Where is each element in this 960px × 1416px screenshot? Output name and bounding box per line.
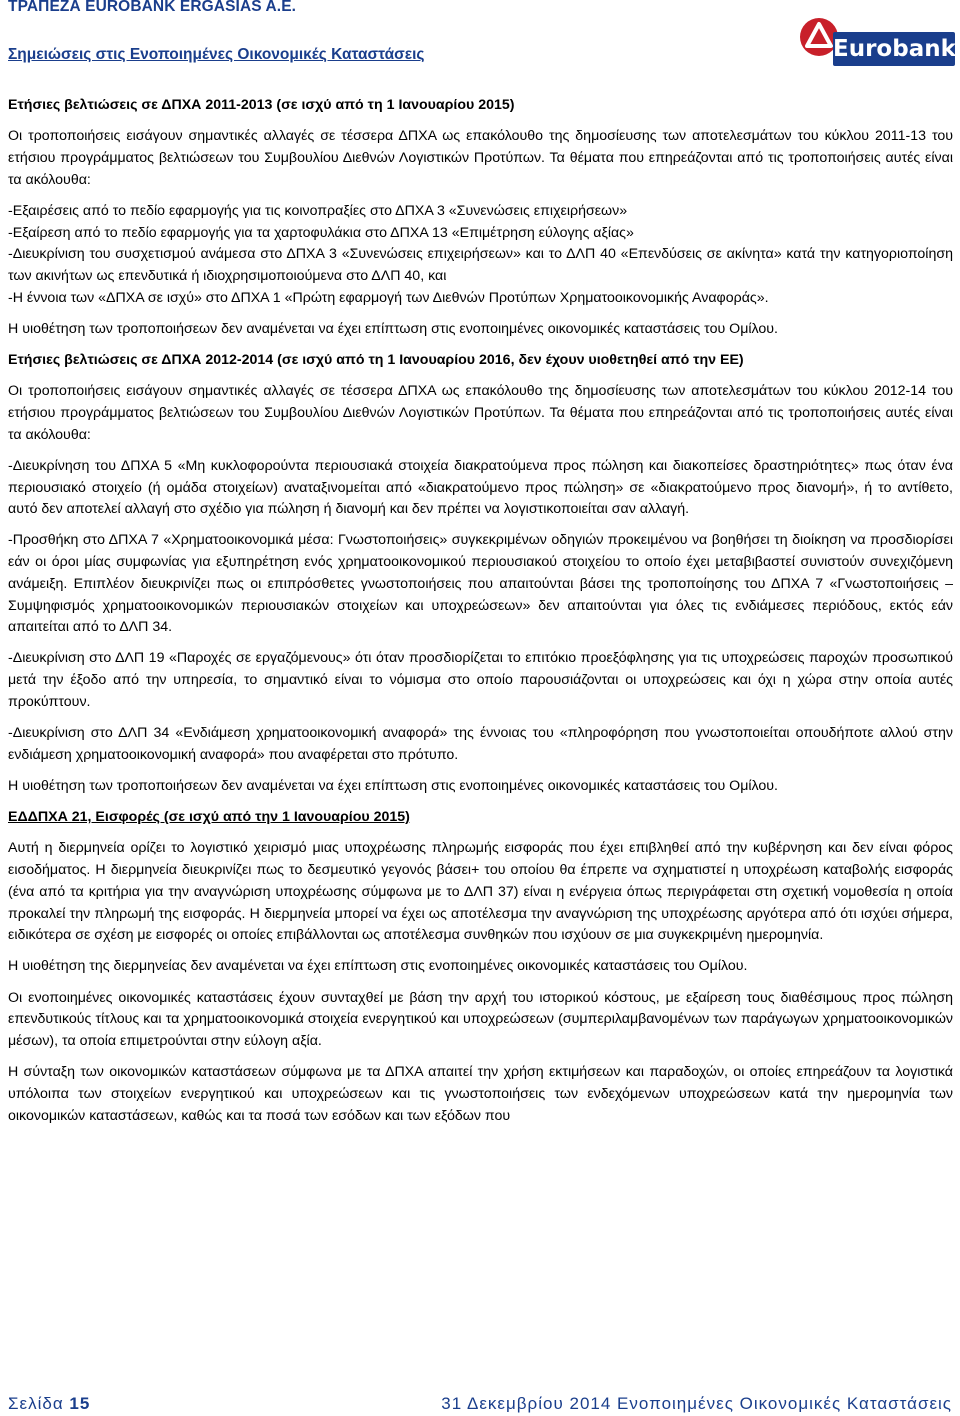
paragraph: -Προσθήκη στο ΔΠΧΑ 7 «Χρηματοοικονομικά μέσα: Γνωστοποιήσεις» συγκεκριμένων οδηγιών προκειμένου να βοηθήσει τη διοίκηση να προσδιορίσει εάν οι όροι μίας συμφωνίας για εξυπηρέτηση ενός χρηματοοικονομικού περιουσιακού στοιχείου το οποίο έχει μεταβιβαστεί συνιστούν συνεχιζόμενη ανάμειξη. Επιπλέον διευκρινίζει πως οι επιπρόσθετες γνωστοποιήσεις που απαιτούνται βάσει της τροποποίησης του ΔΠΧΑ 7 «Γνωστοποιήσεις – Συμψηφισμός χρηματοοικονομικών περιουσιακών στοιχείων και υποχρεώσεων» δεν απαιτούνται για όλες τις ενδιάμεσες περιόδους, εκτός εάν απαιτείται από το ΔΛΠ 34.	[8, 532, 953, 636]
paragraph: -Διευκρίνιση στο ΔΛΠ 19 «Παροχές σε εργαζόμενους» ότι όταν προσδιορίζεται το επιτόκιο προεξόφλησης για τις υποχρεώσεις παροχών προσωπικού μετά την έξοδο από την υπηρεσία, το σημαντικό είναι το νόμισμα στο οποίο παρουσιάζονται οι υποχρεώσεις και όχι η χώρα στην οποία αυτές προκύπτουν.	[8, 650, 953, 710]
section-heading: Ετήσιες βελτιώσεις σε ΔΠΧΑ 2011-2013 (σε ισχύ από τη 1 Ιανουαρίου 2015)	[8, 97, 515, 113]
list-item: -Εξαίρεση από το πεδίο εφαρμογής για τα χαρτοφυλάκια στο ΔΠΧΑ 13 «Επιμέτρηση εύλογης αξίας»	[8, 224, 634, 241]
page-header	[0, 0, 960, 80]
list-item: -Η έννοια των «ΔΠΧΑ σε ισχύ» στο ΔΠΧΑ 1 «Πρώτη εφαρμογή των Διεθνών Προτύπων Χρηματοοικονομικής Αναφοράς».	[8, 289, 769, 306]
list-item: -Διευκρίνιση του συσχετισμού ανάμεσα στο ΔΠΧΑ 3 «Συνενώσεις επιχειρήσεων» και το ΔΛΠ 40 «Επενδύσεις σε ακίνητα» κατά την κατηγοριοποίηση των ακινήτων ως επενδυτικά ή ιδιοχρησιμοποιούμενα στο ΔΛΠ 40, και	[8, 246, 953, 284]
section-heading: Ετήσιες βελτιώσεις σε ΔΠΧΑ 2012-2014 (σε ισχύ από τη 1 Ιανουαρίου 2016, δεν έχουν υιοθετηθεί από την ΕΕ)	[8, 352, 744, 369]
paragraph: Αυτή η διερμηνεία ορίζει το λογιστικό χειρισμό μιας υποχρέωσης πληρωμής εισφοράς που έχει επιβληθεί από την κυβέρνηση και δεν είναι φόρος εισοδήματος. Η διερμηνεία διευκρινίζει πως το δεσμευτικό γεγονός βάσει+ του οποίου θα έπρεπε να σχηματιστεί η υποχρέωση καταβολής εισφοράς (ένα από τα κριτήρια για την αναγνώριση υποχρέωσης σύμφωνα με το ΔΛΠ 37) είναι η ενέργεια όπως περιγράφεται στη σχετική νομοθεσία η οποία προκαλεί την πληρωμή της εισφοράς. Η διερμηνεία μπορεί να έχει ως αποτέλεσμα την αναγνώριση της υποχρέωσης αργότερα από ότι ισχύει σήμερα, ειδικότερα σε σχέση με εισφορές οι οποίες επιβάλλονται ως αποτέλεσμα συνθηκών που ισχύουν σε μια συγκεκριμένη ημερομηνία.	[8, 840, 953, 944]
document-body	[8, 95, 953, 1127]
page-footer	[0, 1390, 960, 1416]
paragraph: Η υιοθέτηση της διερμηνείας δεν αναμένεται να έχει επίπτωση στις ενοποιημένες οικονομικές καταστάσεις του Ομίλου.	[8, 958, 748, 975]
paragraph: Η υιοθέτηση των τροποποιήσεων δεν αναμένεται να έχει επίπτωση στις ενοποιημένες οικονομικές καταστάσεις του Ομίλου.	[8, 777, 778, 794]
paragraph: -Διευκρίνηση του ΔΠΧΑ 5 «Μη κυκλοφορούντα περιουσιακά στοιχεία διακρατούμενα προς πώληση και διακοπείσες δραστηριότητες» πως όταν ένα περιουσιακό στοιχείο (ή ομάδα στοιχείων) αναταξινομείται από «διακρατούμενο προς πώληση» σε «διακρατούμενο προς διανομή», ή το αντίθετο, αυτό δεν αποτελεί αλλαγή στο σχέδιο για πώληση ή διανομή και δεν πρέπει να λογιστικοποιείται σαν αλλαγή.	[8, 457, 953, 518]
paragraph: Η υιοθέτηση των τροποποιήσεων δεν αναμένεται να έχει επίπτωση στις ενοποιημένες οικονομικές καταστάσεις του Ομίλου.	[8, 320, 778, 337]
paragraph: Οι τροποποιήσεις εισάγουν σημαντικές αλλαγές σε τέσσερα ΔΠΧΑ ως επακόλουθο της δημοσίευσης των αποτελεσμάτων του κύκλου 2011-13 του ετήσιου προγράμματος βελτιώσεων του Συμβουλίου Διεθνών Λογιστικών Προτύπων. Τα θέματα που επηρεάζονται από τις τροποποιήσεις αυτές είναι τα ακόλουθα:	[8, 128, 953, 188]
logo-wordmark: Eurobank	[833, 32, 955, 66]
section-heading: ΕΔΔΠΧΑ 21, Εισφορές (σε ισχύ από την 1 Ιανουαρίου 2015)	[8, 809, 410, 826]
paragraph: -Διευκρίνιση στο ΔΛΠ 34 «Ενδιάμεση χρηματοοικονομική αναφορά» της έννοιας του «πληροφόρηση που γνωστοποιείται οπουδήποτε αλλού στην ενδιάμεση χρηματοοικονομική αναφορά» που αναφέρεται στο πρότυπο.	[8, 725, 953, 763]
company-name: ΤΡΑΠΕΖΑ EUROBANK ERGASIAS A.E.	[8, 0, 297, 15]
eurobank-logo	[800, 18, 955, 70]
document-subtitle: Σημειώσεις στις Ενοποιημένες Οικονομικές Καταστάσεις	[8, 46, 425, 63]
footer-document-title: 31 Δεκεμβρίου 2014 Ενοποιημένες Οικονομικές Καταστάσεις	[441, 1394, 952, 1413]
paragraph: Οι τροποποιήσεις εισάγουν σημαντικές αλλαγές σε τέσσερα ΔΠΧΑ ως επακόλουθο της δημοσίευσης των αποτελεσμάτων του κύκλου 2012-14 του ετήσιου προγράμματος βελτιώσεων του Συμβουλίου Διεθνών Λογιστικών Προτύπων. Τα θέματα που επηρεάζονται από τις τροποποιήσεις αυτές είναι τα ακόλουθα:	[8, 383, 953, 443]
page-number-value: 15	[69, 1394, 91, 1413]
page-number	[8, 1394, 90, 1414]
paragraph: Οι ενοποιημένες οικονομικές καταστάσεις έχουν συνταχθεί με βάση την αρχή του ιστορικού κόστους, με εξαίρεση τους διαθέσιμους προς πώληση επενδυτικούς τίτλους και τα χρηματοοικονομικά στοιχεία ενεργητικού και υποχρεώσεων (συμπεριλαμβανομένων των παράγωγων χρηματοοικονομικών μέσων), τα οποία επιμετρούνται στην εύλογη αξία.	[8, 989, 953, 1050]
page-label: Σελίδα	[8, 1394, 64, 1413]
list-item: -Εξαιρέσεις από το πεδίο εφαρμογής για τις κοινοπραξίες στο ΔΠΧΑ 3 «Συνενώσεις επιχειρήσεων»	[8, 202, 628, 219]
paragraph: Η σύνταξη των οικονομικών καταστάσεων σύμφωνα με τα ΔΠΧΑ απαιτεί την χρήση εκτιμήσεων και παραδοχών, οι οποίες επηρεάζουν τα λογιστικά υπόλοιπα των στοιχείων ενεργητικού και υποχρεώσεων και τις γνωστοποιήσεις των ενδεχόμενων υποχρεώσεων κατά την ημερομηνία των οικονομικών καταστάσεων, καθώς και τα ποσά των εσόδων και των εξόδων που	[8, 1064, 953, 1124]
